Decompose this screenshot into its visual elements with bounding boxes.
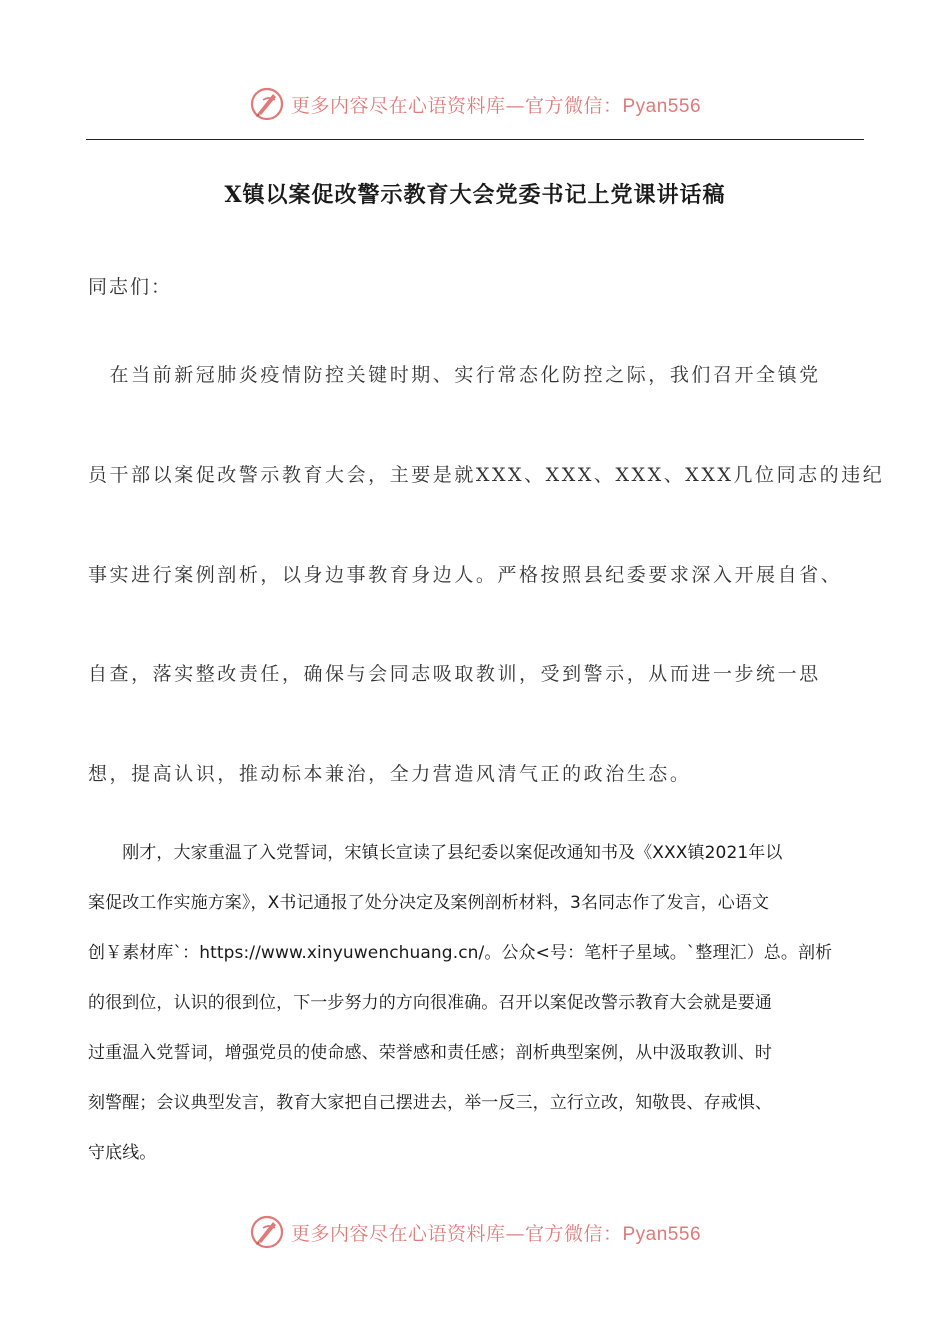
quill-pen-logo-icon xyxy=(249,86,285,122)
watermark-slogan: 更多内容尽在心语资料库—官方微信： xyxy=(290,1222,623,1245)
document-title: X镇以案促改警示教育大会党委书记上党课讲话稿 xyxy=(224,182,726,208)
watermark-wechat-id: Pyan556 xyxy=(622,95,702,117)
quill-pen-logo-icon xyxy=(249,1214,285,1250)
paragraph1-line: 事实进行案例剖析，以身边事教育身边人。严格按照县纪委要求深入开展自省、 xyxy=(88,564,843,586)
paragraph2-line: 刻警醒；会议典型发言，教育大家把自己摆进去，举一反三，立行立改，知敬畏、存戒惧、 xyxy=(88,1093,772,1113)
paragraph2-line: 案促改工作实施方案》，X书记通报了处分决定及案例剖析材料，3名同志作了发言，心语文 xyxy=(88,893,770,913)
paragraph2-line: 创￥素材库`：https://www.xinyuwenchuang.cn/。公众<号：笔杆子星域。`整理汇）总。剖析 xyxy=(88,943,833,963)
paragraph2-line: 刚才，大家重温了入党誓词，宋镇长宣读了县纪委以案促改通知书及《XXX镇2021年以 xyxy=(88,843,783,863)
paragraph2-line: 守底线。 xyxy=(88,1143,157,1163)
paragraph2 xyxy=(88,828,868,1178)
header-watermark xyxy=(0,82,950,126)
paragraph2-line: 的很到位，认识的很到位，下一步努力的方向很准确。召开以案促改警示教育大会就是要通 xyxy=(88,993,772,1013)
paragraph1-line: 员干部以案促改警示教育大会，主要是就XXX、XXX、XXX、XXX几位同志的违纪 xyxy=(88,464,885,486)
footer-watermark xyxy=(0,1210,950,1254)
paragraph1-line: 自查，落实整改责任，确保与会同志吸取教训，受到警示，从而进一步统一思 xyxy=(88,663,821,685)
paragraph1-line: 在当前新冠肺炎疫情防控关键时期、实行常态化防控之际，我们召开全镇党 xyxy=(88,364,821,386)
paragraph2-line: 过重温入党誓词，增强党员的使命感、荣誉感和责任感；剖析典型案例，从中汲取教训、时 xyxy=(88,1043,772,1063)
watermark-slogan: 更多内容尽在心语资料库—官方微信： xyxy=(290,94,623,117)
watermark-wechat-id: Pyan556 xyxy=(622,1223,702,1245)
header-divider xyxy=(86,139,864,140)
salutation: 同志们： xyxy=(88,276,173,298)
watermark-text xyxy=(291,91,701,118)
watermark-text xyxy=(291,1219,701,1246)
paragraph1-line: 想，提高认识，推动标本兼治，全力营造风清气正的政治生态。 xyxy=(88,763,692,785)
